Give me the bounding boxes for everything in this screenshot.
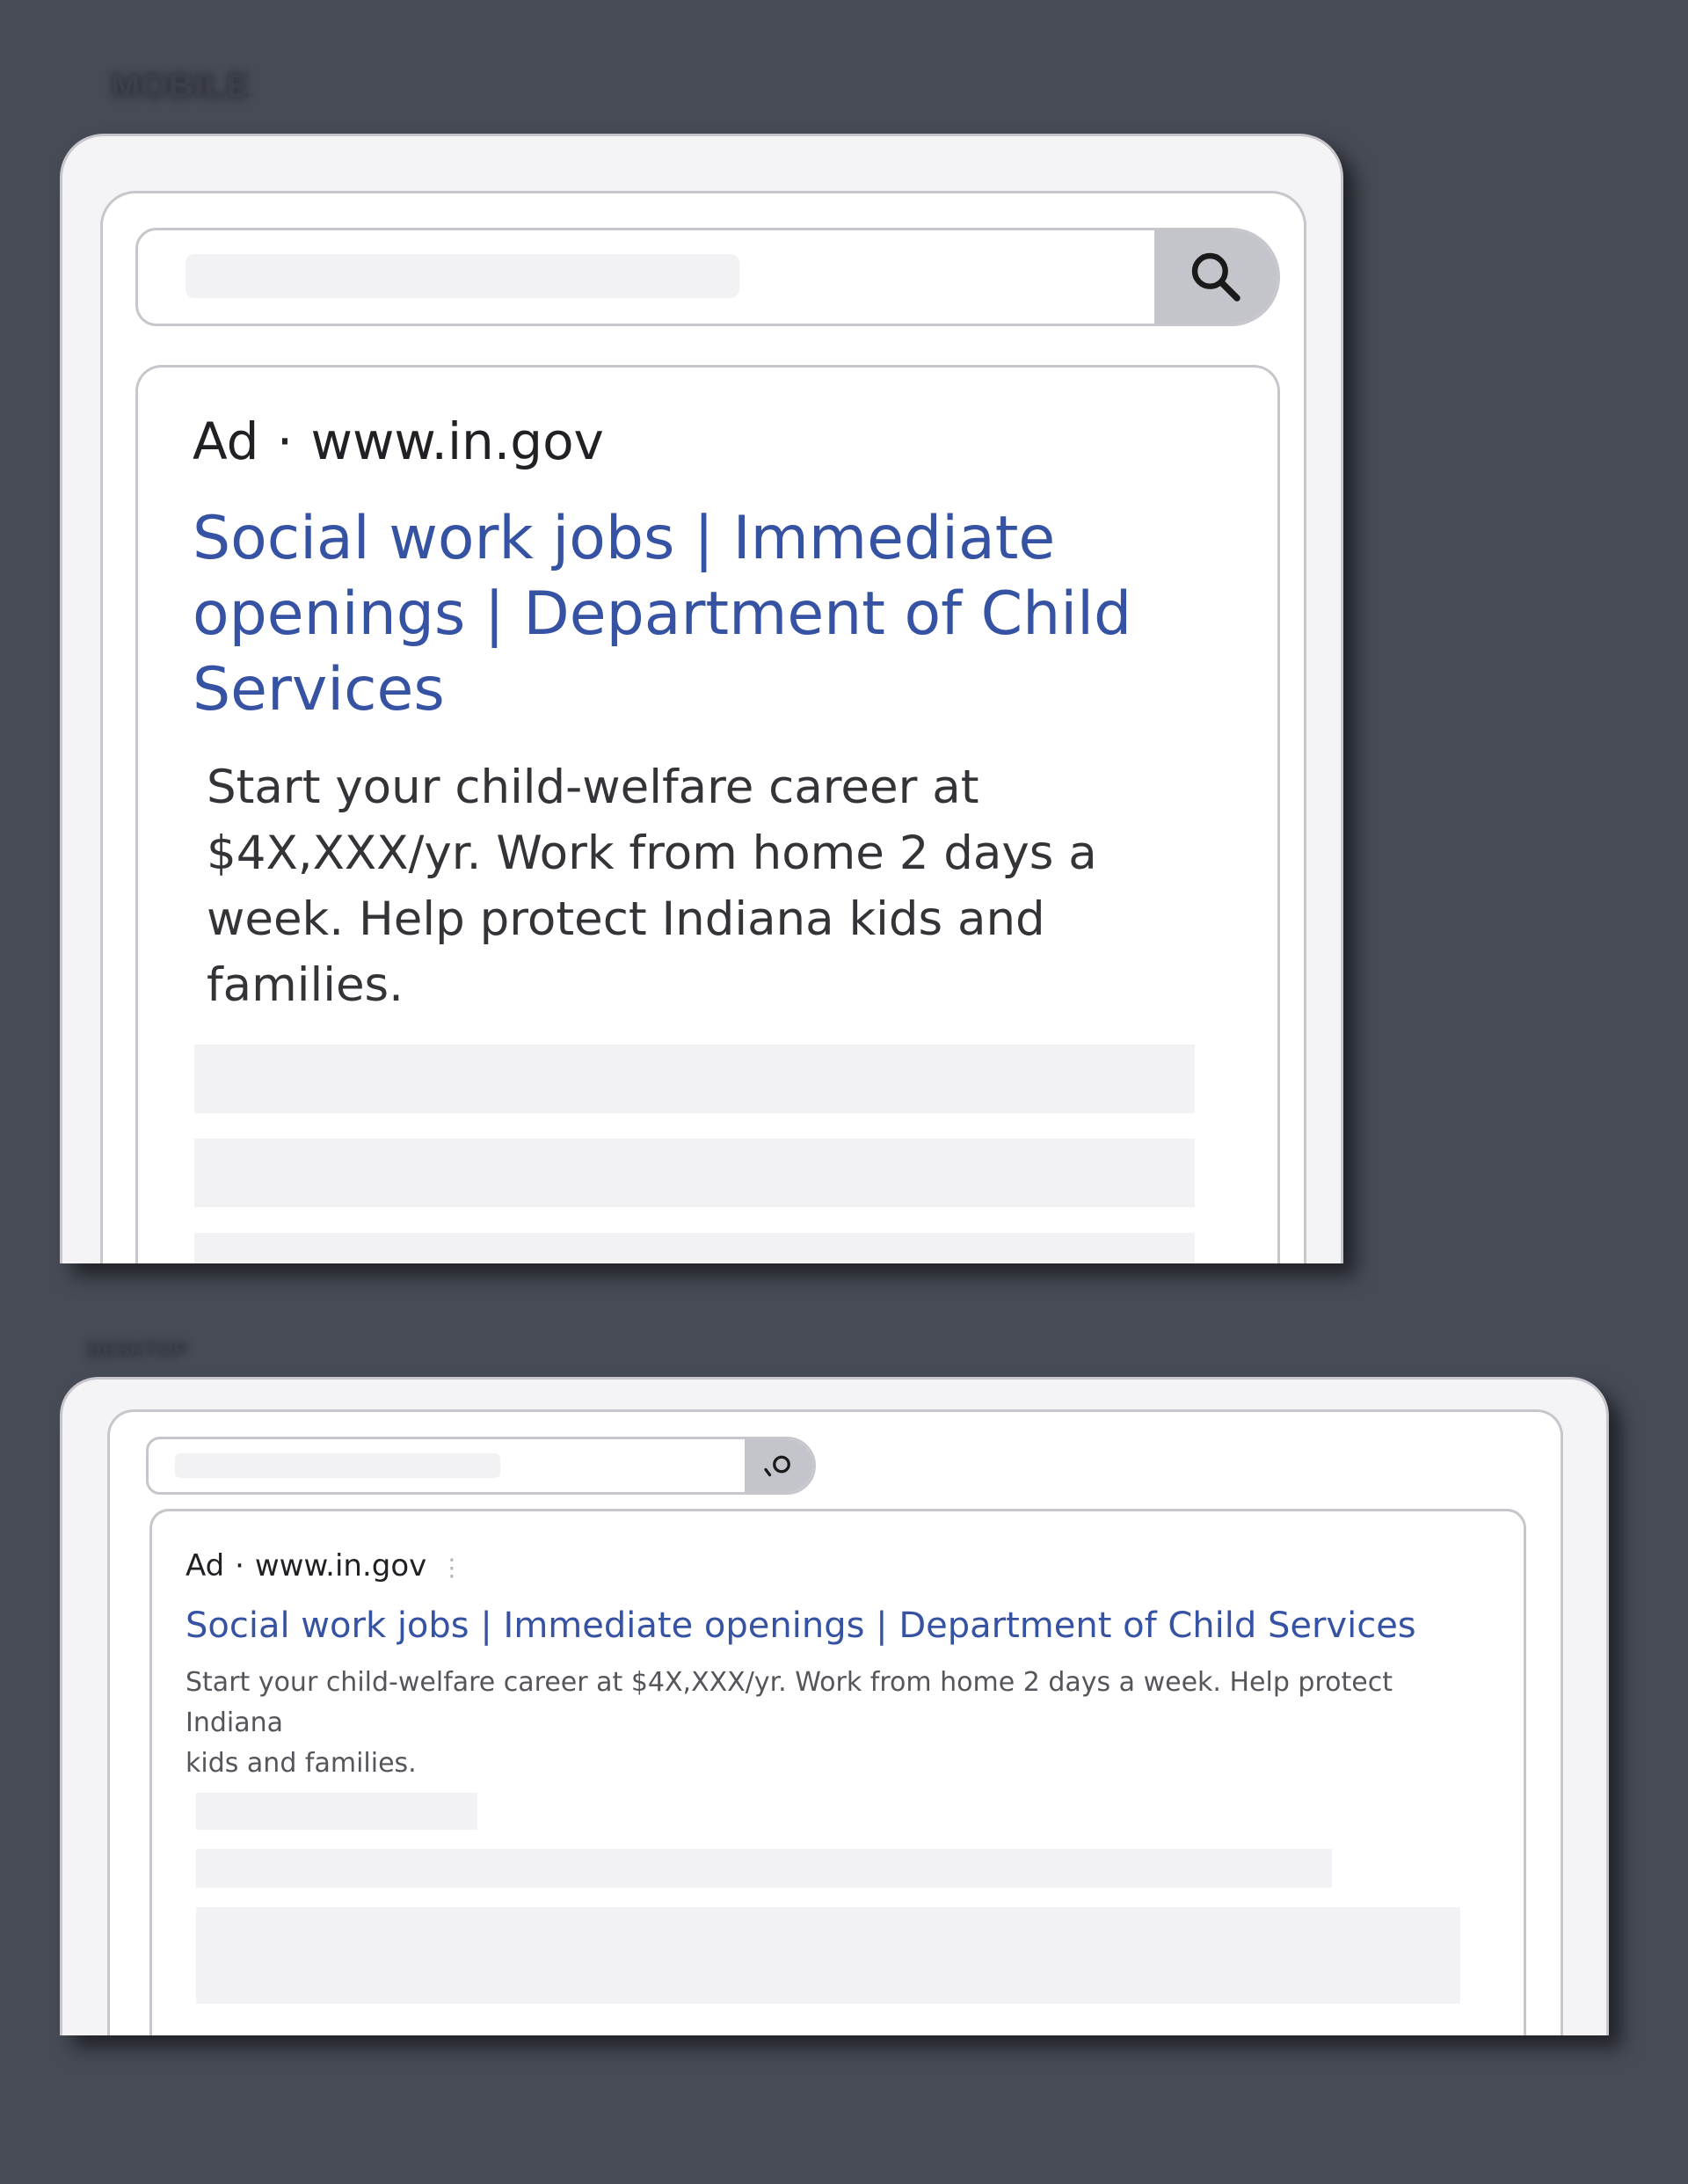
mobile-screen [100,191,1306,1263]
ad-title-line[interactable]: Social work jobs | Immediate [193,504,1056,573]
ad-title-line[interactable]: Services [193,655,445,724]
ad-description-line: families. [207,958,404,1012]
ad-source-line [193,411,604,471]
ad-badge: Ad [193,411,259,471]
ad-description-line: Start your child-welfare career at $4X,XXX/yr. Work from home 2 days a week. Help protect Indiana [186,1667,1393,1738]
more-options-icon[interactable]: ⋮ [440,1554,464,1582]
mobile-search-bar[interactable] [135,228,1280,326]
ad-display-url[interactable]: www.in.gov [310,411,604,471]
desktop-screen [107,1409,1563,2035]
search-input-placeholder[interactable] [175,1453,500,1478]
desktop-device-frame [60,1377,1609,2035]
content-placeholder [194,1139,1195,1207]
ad-title-line[interactable]: openings | Department of Child [193,579,1132,649]
content-placeholder [196,1907,1460,2004]
separator-dot: · [235,1548,244,1583]
ad-badge: Ad [186,1548,225,1583]
search-icon [758,1450,800,1481]
content-placeholder [196,1849,1332,1888]
desktop-search-bar[interactable] [146,1437,816,1495]
content-placeholder [196,1793,477,1830]
separator-dot: · [276,411,294,471]
ad-description-line: Start your child-welfare career at [207,761,979,814]
content-placeholder [194,1045,1195,1113]
mobile-ad-result-card [135,365,1280,1263]
search-icon [1188,249,1244,305]
desktop-ad-result-card [149,1509,1526,2035]
search-button[interactable] [1154,230,1277,324]
ad-description-line: kids and families. [186,1748,417,1779]
ad-source-line [186,1548,463,1583]
search-button[interactable] [745,1439,813,1492]
ad-description [207,754,1112,1018]
ad-title-link[interactable] [193,501,1142,728]
content-placeholder [194,1233,1195,1263]
desktop-section-label: DESKTOP [87,1338,188,1361]
ad-description-line: week. Help protect Indiana kids and [207,892,1045,946]
ad-description [186,1663,1460,1784]
mobile-device-frame [60,134,1343,1263]
mobile-section-label: MOBILE [111,67,251,106]
ad-display-url[interactable]: www.in.gov [254,1548,427,1583]
ad-description-line: $4X,XXX/yr. Work from home 2 days a [207,826,1097,880]
search-input-placeholder[interactable] [186,254,739,298]
ad-title-link[interactable]: Social work jobs | Immediate openings | Department of Child Services [186,1605,1416,1646]
